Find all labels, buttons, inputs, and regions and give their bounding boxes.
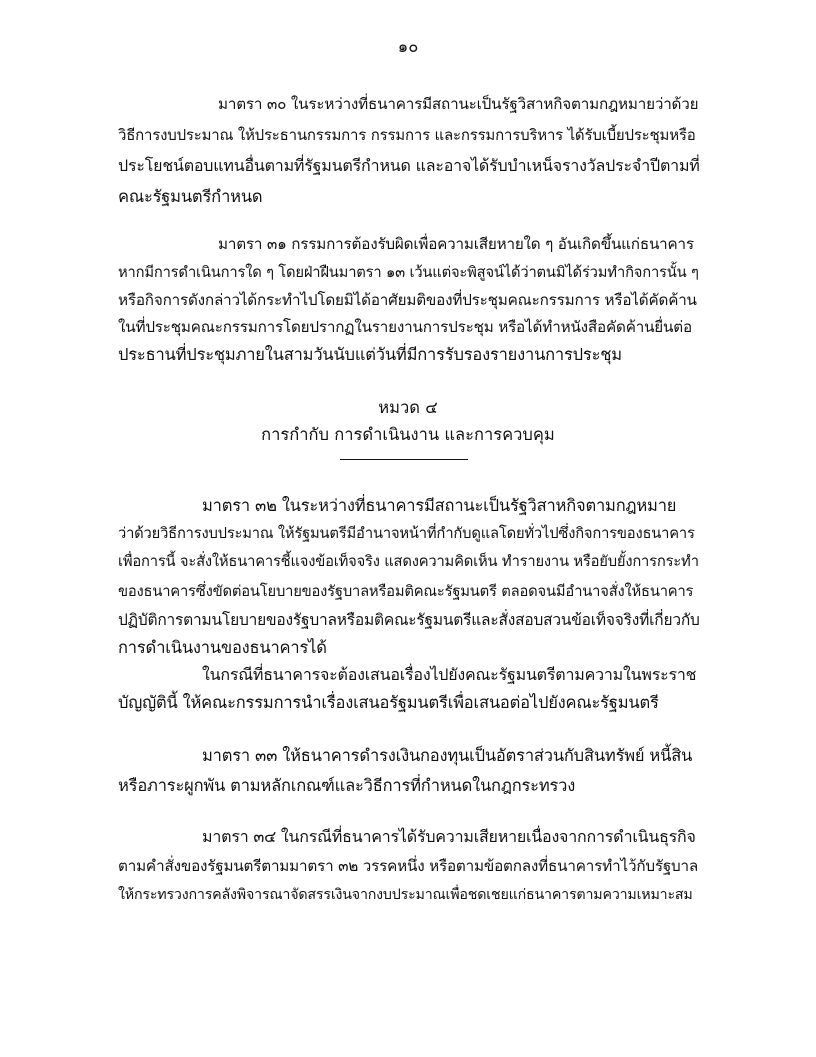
- section-32-line-2: ว่าด้วยวิธีการงบประมาณ ให้รัฐมนตรีมีอำนาจหน้าที่กำกับดูแลโดยทั่วไปซึ่งกิจการของธนาคาร: [118, 525, 695, 542]
- section-32-line-1: มาตรา ๓๒ ในระหว่างที่ธนาคารมีสถานะเป็นรัฐวิสาหกิจตามกฎหมาย: [202, 496, 677, 515]
- section-30-line-3: ประโยชน์ตอบแทนอื่นตามที่รัฐมนตรีกำหนด และอาจได้รับบำเหน็จรางวัลประจำปีตามที่: [118, 156, 700, 175]
- section-31-line-5: ประธานที่ประชุมภายในสามวันนับแต่วันที่มีการรับรองรายงานการประชุม: [118, 345, 622, 364]
- chapter-number: หมวด ๔: [378, 398, 438, 417]
- section-31-line-4: ในที่ประชุมคณะกรรมการโดยปรากฏในรายงานการประชุม หรือได้ทำหนังสือคัดค้านยื่นต่อ: [118, 318, 692, 336]
- chapter-underline: [340, 459, 468, 460]
- section-31-line-3: หรือกิจการดังกล่าวได้กระทำไปโดยมิได้อาศัยมติของที่ประชุมคณะกรรมการ หรือได้คัดค้าน: [118, 291, 697, 309]
- section-32-line-7: ในกรณีที่ธนาคารจะต้องเสนอเรื่องไปยังคณะรัฐมนตรีตามความในพระราช: [202, 665, 697, 684]
- section-33-line-1: มาตรา ๓๓ ให้ธนาคารดำรงเงินกองทุนเป็นอัตราส่วนกับสินทรัพย์ หนี้สิน: [202, 746, 693, 765]
- page-number: ๑๐: [397, 37, 419, 56]
- section-30-line-1: มาตรา ๓๐ ในระหว่างที่ธนาคารมีสถานะเป็นรัฐวิสาหกิจตามกฎหมายว่าด้วย: [218, 95, 699, 113]
- section-31-line-2: หากมีการดำเนินการใด ๆ โดยฝ่าฝืนมาตรา ๑๓ เว้นแต่จะพิสูจน์ได้ว่าตนมิได้ร่วมทำกิจการนั้น ๆ: [118, 264, 699, 281]
- section-34-line-3: ให้กระทรวงการคลังพิจารณาจัดสรรเงินจากงบประมาณเพื่อชดเชยแก่ธนาคารตามความเหมาะสม: [118, 887, 693, 903]
- section-30-line-4: คณะรัฐมนตรีกำหนด: [118, 187, 263, 206]
- chapter-title: การกำกับ การดำเนินงาน และการควบคุม: [261, 425, 555, 444]
- section-32-line-8: บัญญัตินี้ ให้คณะกรรมการนำเรื่องเสนอรัฐมนตรีเพื่อเสนอต่อไปยังคณะรัฐมนตรี: [118, 693, 659, 712]
- section-32-line-4: ของธนาคารซึ่งขัดต่อนโยบายของรัฐบาลหรือมติคณะรัฐมนตรี ตลอดจนมีอำนาจสั่งให้ธนาคาร: [118, 583, 694, 600]
- section-34-line-1: มาตรา ๓๔ ในกรณีที่ธนาคารได้รับความเสียหายเนื่องจากการดำเนินธุรกิจ: [202, 827, 696, 846]
- section-31-line-1: มาตรา ๓๑ กรรมการต้องรับผิดเพื่อความเสียหายใด ๆ อันเกิดขึ้นแก่ธนาคาร: [218, 235, 694, 253]
- section-34-line-2: ตามคำสั่งของรัฐมนตรีตามมาตรา ๓๒ วรรคหนึ่ง หรือตามข้อตกลงที่ธนาคารทำไว้กับรัฐบาล: [118, 857, 699, 875]
- section-32-line-5: ปฏิบัติการตามนโยบายของรัฐบาลหรือมติคณะรัฐมนตรีและสั่งสอบสวนข้อเท็จจริงที่เกี่ยวกับ: [118, 611, 700, 629]
- section-30-line-2: วิธีการงบประมาณ ให้ประธานกรรมการ กรรมการ และกรรมการบริหาร ได้รับเบี้ยประชุมหรือ: [118, 126, 696, 144]
- section-32-line-6: การดำเนินงานของธนาคารได้: [118, 638, 327, 657]
- section-32-line-3: เพื่อการนี้ จะสั่งให้ธนาคารชี้แจงข้อเท็จจริง แสดงความคิดเห็น ทำรายงาน หรือยับยั้งการกระทำ: [118, 553, 699, 570]
- section-33-line-2: หรือภาระผูกพัน ตามหลักเกณฑ์และวิธีการที่กำหนดในกฎกระทรวง: [118, 776, 576, 795]
